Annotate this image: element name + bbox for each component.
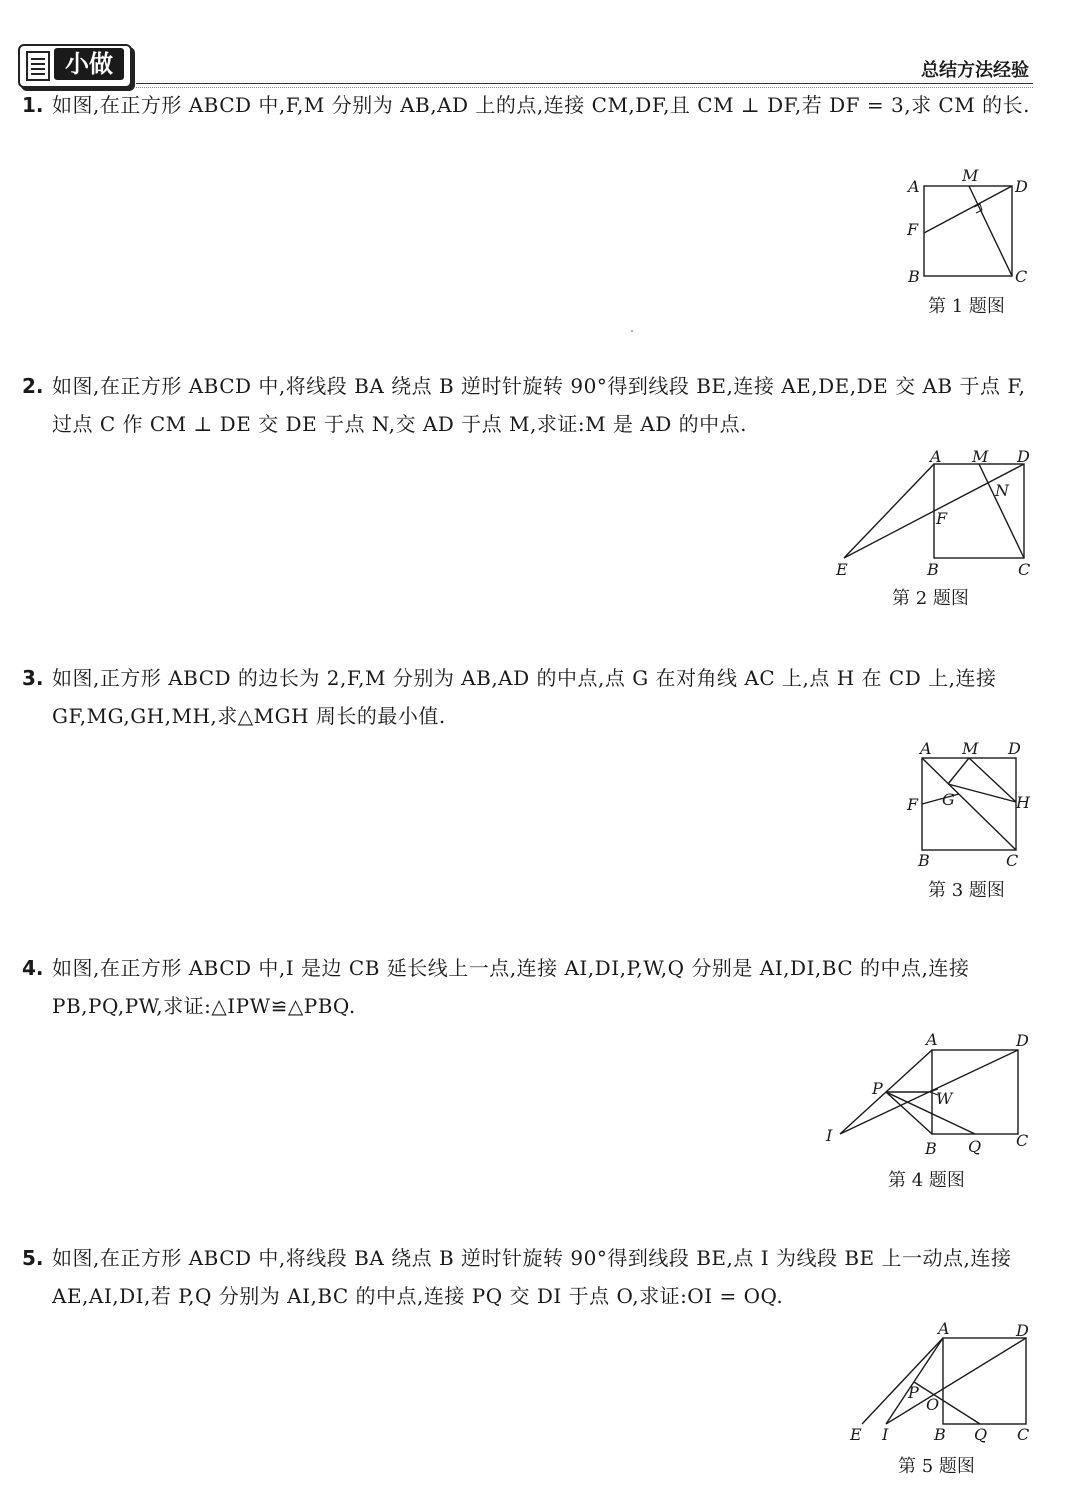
figure-4-diagram <box>820 1026 1040 1166</box>
notebook-icon <box>24 50 52 82</box>
point-label: B <box>934 1425 946 1444</box>
figure-1-diagram <box>896 164 1036 294</box>
point-label: E <box>850 1425 862 1444</box>
question-number: 1. <box>22 93 44 117</box>
point-label: B <box>927 560 939 579</box>
point-label: F <box>907 220 919 239</box>
figure-1 <box>896 164 1036 294</box>
section-badge <box>18 44 132 88</box>
header-rule <box>136 83 1033 84</box>
point-label: D <box>1015 177 1028 196</box>
figure-1-caption: 第 1 题图 <box>928 296 1005 317</box>
figure-2-diagram <box>830 444 1040 584</box>
question-number: 5. <box>22 1246 44 1270</box>
point-label: D <box>1016 1321 1029 1340</box>
question-number: 3. <box>22 666 44 690</box>
question-1 <box>18 86 1033 124</box>
point-label: A <box>938 1319 950 1338</box>
figure-2 <box>830 444 1040 584</box>
question-text: 如图,在正方形 ABCD 中,F,M 分别为 AB,AD 上的点,连接 CM,DF,且 CM ⊥ DF,若 DF = 3,求 CM 的长. <box>52 93 1030 117</box>
point-label: F <box>936 509 948 528</box>
point-label: H <box>1016 793 1030 812</box>
point-label: Q <box>974 1425 988 1444</box>
point-label: B <box>908 267 920 286</box>
header-tagline: 总结方法经验 <box>921 60 1029 81</box>
section-badge-label: 小做 <box>54 48 124 80</box>
question-text: 如图,在正方形 ABCD 中,将线段 BA 绕点 B 逆时针旋转 90°得到线段 BE,连接 AE,DE,DE 交 AB 于点 F,过点 C 作 CM ⊥ DE 交 DE 于点 N,交 AD 于点 M,求证:M 是 AD 的中点. <box>52 374 1026 436</box>
point-label: E <box>836 560 848 579</box>
point-label: D <box>1008 739 1021 758</box>
point-label: A <box>908 177 920 196</box>
figure-5 <box>840 1316 1040 1450</box>
point-label: B <box>925 1139 937 1158</box>
figure-3 <box>896 736 1036 872</box>
figure-3-diagram <box>896 736 1036 872</box>
figure-2-caption: 第 2 题图 <box>892 588 969 609</box>
point-label: G <box>942 790 955 809</box>
figure-5-diagram <box>840 1316 1040 1450</box>
point-label: C <box>1006 851 1019 870</box>
point-label: I <box>882 1425 889 1444</box>
question-text: 如图,在正方形 ABCD 中,I 是边 CB 延长线上一点,连接 AI,DI,P,W,Q 分别是 AI,DI,BC 的中点,连接 PB,PQ,PW,求证:△IPW≌△PBQ. <box>52 956 970 1018</box>
question-text: 如图,正方形 ABCD 的边长为 2,F,M 分别为 AB,AD 的中点,点 G 在对角线 AC 上,点 H 在 CD 上,连接 GF,MG,GH,MH,求△MGH 周长的最小值. <box>52 666 997 728</box>
point-label: D <box>1016 1031 1029 1050</box>
point-label: W <box>936 1089 953 1108</box>
figure-4-caption: 第 4 题图 <box>888 1170 965 1191</box>
point-label: Q <box>968 1137 982 1156</box>
point-label: A <box>926 1030 938 1049</box>
figure-5-caption: 第 5 题图 <box>898 1456 975 1477</box>
point-label: M <box>972 447 989 466</box>
question-2 <box>18 367 1033 443</box>
point-label: C <box>1015 267 1028 286</box>
point-label: N <box>995 481 1009 500</box>
point-label: O <box>926 1395 940 1414</box>
question-number: 2. <box>22 374 44 398</box>
point-label: M <box>962 166 979 185</box>
point-label: I <box>826 1126 833 1145</box>
point-label: B <box>918 851 930 870</box>
point-label: M <box>962 739 979 758</box>
point-label: A <box>920 739 932 758</box>
point-label: C <box>1017 1425 1030 1444</box>
point-label: A <box>930 447 942 466</box>
point-label: C <box>1016 1131 1029 1150</box>
scan-speck <box>631 330 633 332</box>
question-3 <box>18 659 1033 735</box>
point-label: F <box>907 795 919 814</box>
question-4 <box>18 949 1033 1025</box>
question-5 <box>18 1239 1033 1315</box>
question-text: 如图,在正方形 ABCD 中,将线段 BA 绕点 B 逆时针旋转 90°得到线段 BE,点 I 为线段 BE 上一动点,连接 AE,AI,DI,若 P,Q 分别为 AI,BC 的中点,连接 PQ 交 DI 于点 O,求证:OI = OQ. <box>52 1246 1012 1308</box>
point-label: D <box>1017 447 1030 466</box>
figure-4 <box>820 1026 1040 1166</box>
point-label: P <box>872 1079 883 1098</box>
figure-3-caption: 第 3 题图 <box>928 880 1005 901</box>
question-number: 4. <box>22 956 44 980</box>
point-label: P <box>908 1383 919 1402</box>
page-header <box>18 44 1033 88</box>
point-label: C <box>1018 560 1031 579</box>
